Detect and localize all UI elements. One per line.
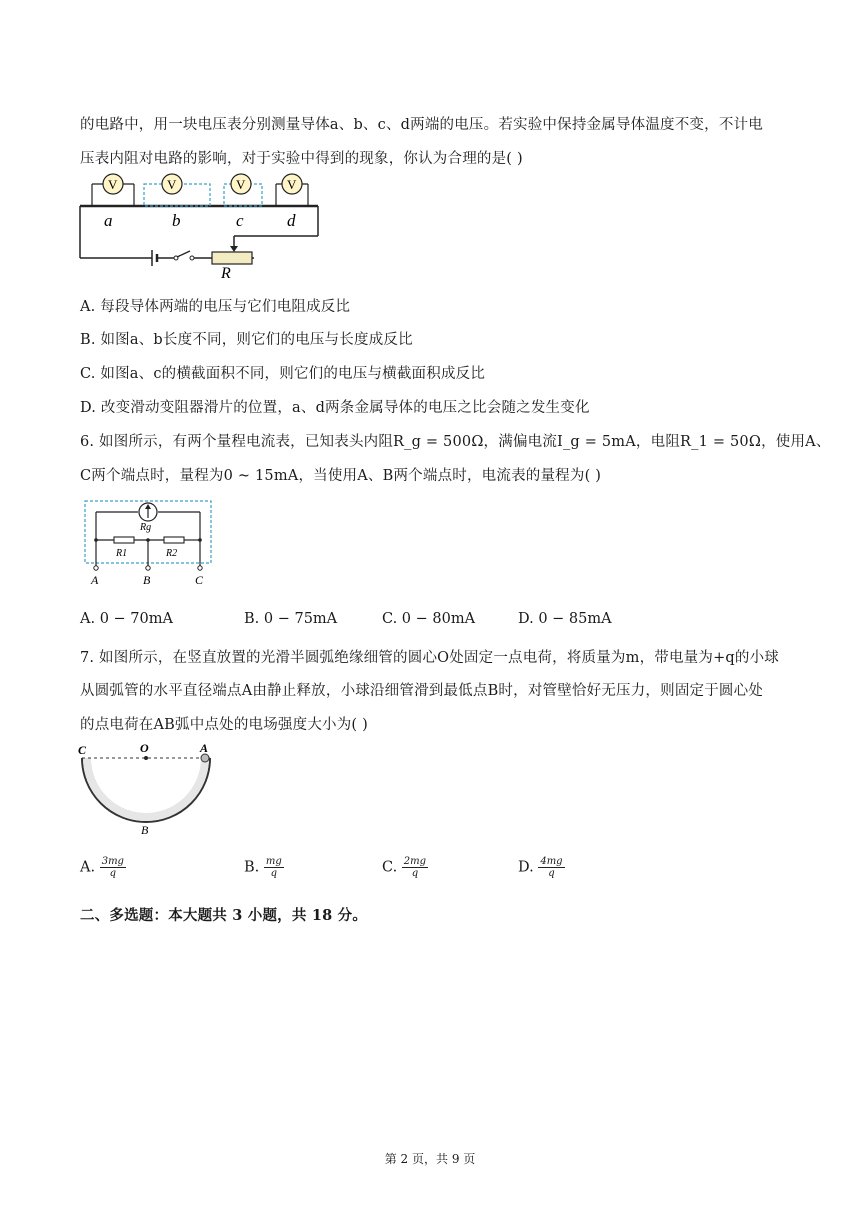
q5-circuit-figure bbox=[76, 170, 326, 285]
voltmeter-b bbox=[144, 174, 210, 206]
r2-label: R2 bbox=[166, 548, 178, 559]
section-2-heading: 二、多选题：本大题共 3 小题，共 18 分。 bbox=[80, 907, 368, 924]
conductor-d-label: d bbox=[287, 211, 296, 230]
point-o-label: O bbox=[140, 741, 149, 755]
q7-stem-line1: 7. 如图所示，在竖直放置的光滑半圆弧绝缘细管的圆心O处固定一点电荷，将质量为m，带电量为+q的小球 bbox=[80, 650, 780, 666]
conductor-c-label: c bbox=[236, 211, 244, 230]
svg-text:V: V bbox=[108, 177, 118, 192]
voltmeter-a bbox=[92, 174, 134, 206]
page-footer: 第 2 页，共 9 页 bbox=[384, 1152, 476, 1166]
svg-text:V: V bbox=[236, 177, 246, 192]
q6-option-d: D. 0 − 85mA bbox=[518, 611, 612, 627]
conductor-a-label: a bbox=[104, 211, 113, 230]
q6-stem-line2: C两个端点时，量程为0 ~ 15mA，当使用A、B两个端点时，电流表的量程为( ) bbox=[80, 468, 602, 484]
terminal-a-label: A bbox=[91, 573, 99, 587]
q6-option-b: B. 0 − 75mA bbox=[244, 611, 338, 627]
q7-option-a: A. $\frac{3mg}{q}$ bbox=[80, 856, 124, 879]
terminal-c-label: C bbox=[195, 573, 204, 587]
q6-stem-line1: 6. 如图所示，有两个量程电流表，已知表头内阻R_g = 500Ω，满偏电流I_g = 5mA，电阻R_1 = 50Ω，使用A、 bbox=[80, 434, 831, 450]
q7-semicircle-figure bbox=[74, 740, 219, 840]
q7-option-c: C. $\frac{2mg}{q}$ bbox=[382, 856, 427, 879]
q5-option-c: C. 如图a、c的横截面积不同，则它们的电压与横截面积成反比 bbox=[80, 366, 486, 382]
q5-option-a: A. 每段导体两端的电压与它们电阻成反比 bbox=[80, 299, 351, 315]
svg-text:V: V bbox=[287, 177, 297, 192]
q5-option-b: B. 如图a、b长度不同，则它们的电压与长度成反比 bbox=[80, 332, 413, 348]
q6-option-c: C. 0 − 80mA bbox=[382, 611, 476, 627]
q7-stem-line2: 从圆弧管的水平直径端点A由静止释放，小球沿细管滑到最低点B时，对管壁恰好无压力，则固定于圆心处 bbox=[80, 683, 764, 699]
conductor-b-label: b bbox=[172, 211, 181, 230]
point-c-label: C bbox=[78, 743, 87, 757]
voltmeter-d bbox=[276, 174, 308, 206]
q6-ammeter-figure bbox=[84, 500, 214, 588]
q5-stem-line1: 的电路中，用一块电压表分别测量导体a、b、c、d两端的电压。若实验中保持金属导体温度不变，不计电 bbox=[80, 117, 763, 133]
q5-stem-line2: 压表内阻对电路的影响，对于实验中得到的现象，你认为合理的是( ) bbox=[80, 151, 523, 167]
q7-option-b: B. $\frac{mg}{q}$ bbox=[244, 856, 282, 879]
q7-option-d: D. $\frac{4mg}{q}$ bbox=[518, 856, 563, 879]
q6-option-a: A. 0 − 70mA bbox=[80, 611, 173, 627]
point-b-label: B bbox=[141, 823, 149, 837]
voltmeter-c bbox=[224, 174, 262, 206]
rheostat-label: R bbox=[221, 265, 231, 282]
q7-stem-line3: 的点电荷在AB弧中点处的电场强度大小为( ) bbox=[80, 717, 368, 733]
q5-option-d: D. 改变滑动变阻器滑片的位置，a、d两条金属导体的电压之比会随之发生变化 bbox=[80, 400, 590, 416]
svg-text:V: V bbox=[167, 177, 177, 192]
r1-label: R1 bbox=[116, 548, 128, 559]
rg-label: Rg bbox=[140, 522, 152, 533]
terminal-b-label: B bbox=[143, 573, 151, 587]
point-a-label: A bbox=[200, 741, 209, 755]
